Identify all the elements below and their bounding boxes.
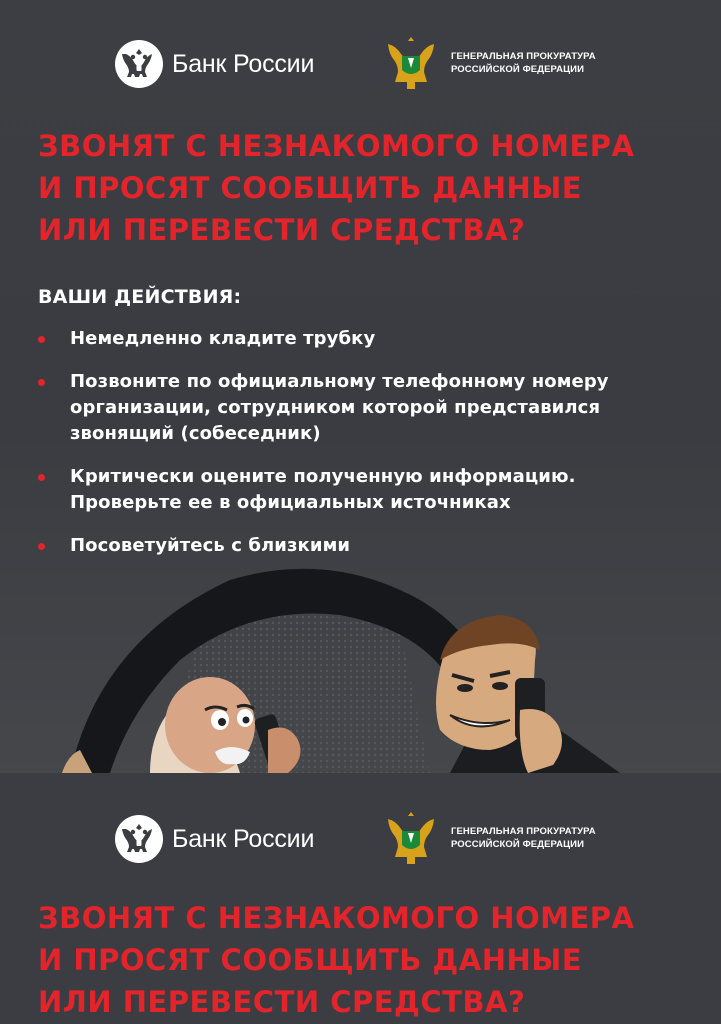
prosecutor-name-line-1: ГЕНЕРАЛЬНАЯ ПРОКУРАТУРА [451,826,596,837]
headline-line-2: И ПРОСЯТ СООБЩИТЬ ДАННЫЕ [38,943,583,977]
list-item [38,464,678,516]
headline [38,897,698,1023]
prosecutor-general-logo [385,809,596,867]
bullet-icon [38,543,45,550]
actions-title: ВАШИ ДЕЙСТВИЯ: [38,286,242,308]
logo-row [0,40,721,100]
bullet-icon [38,379,45,386]
headline-line-2: И ПРОСЯТ СООБЩИТЬ ДАННЫЕ [38,171,583,205]
prosecutor-emblem-icon [385,34,437,92]
list-item [38,369,678,447]
headline [38,125,698,251]
bank-name: Банк России [172,824,315,853]
headline-line-3: ИЛИ ПЕРЕВЕСТИ СРЕДСТВА? [38,985,526,1019]
action-text: Критически оцените полученную информацию. Проверьте ее в официальных источниках [70,466,576,513]
prosecutor-name-line-2: РОССИЙСКОЙ ФЕДЕРАЦИИ [451,839,585,850]
scammer-figure [436,615,620,773]
action-list [38,326,678,576]
list-item [38,533,678,559]
headline-line-1: ЗВОНЯТ С НЕЗНАКОМОГО НОМЕРА [38,901,635,935]
poster-bottom [0,773,721,1024]
prosecutor-name-line-2: РОССИЙСКОЙ ФЕДЕРАЦИИ [451,64,585,75]
bank-of-russia-logo [115,40,314,88]
bank-of-russia-logo [115,815,314,863]
logo-row [0,815,721,875]
action-text: Позвоните по официальному телефонному номеру организации, сотрудником которой представился звонящий (собеседник) [70,371,609,444]
bank-name: Банк России [172,49,315,78]
phone-fraud-illustration [0,560,721,773]
bullet-icon [38,336,45,343]
prosecutor-general-name [451,50,596,76]
headline-line-3: ИЛИ ПЕРЕВЕСТИ СРЕДСТВА? [38,213,526,247]
prosecutor-general-name [451,825,596,851]
prosecutor-general-logo [385,34,596,92]
eagle-emblem-icon [115,815,163,863]
bullet-icon [38,474,45,481]
list-item [38,326,678,352]
prosecutor-emblem-icon [385,809,437,867]
prosecutor-name-line-1: ГЕНЕРАЛЬНАЯ ПРОКУРАТУРА [451,51,596,62]
action-text: Немедленно кладите трубку [70,328,376,349]
headline-line-1: ЗВОНЯТ С НЕЗНАКОМОГО НОМЕРА [38,129,635,163]
eagle-emblem-icon [115,40,163,88]
action-text: Посоветуйтесь с близкими [70,535,351,556]
